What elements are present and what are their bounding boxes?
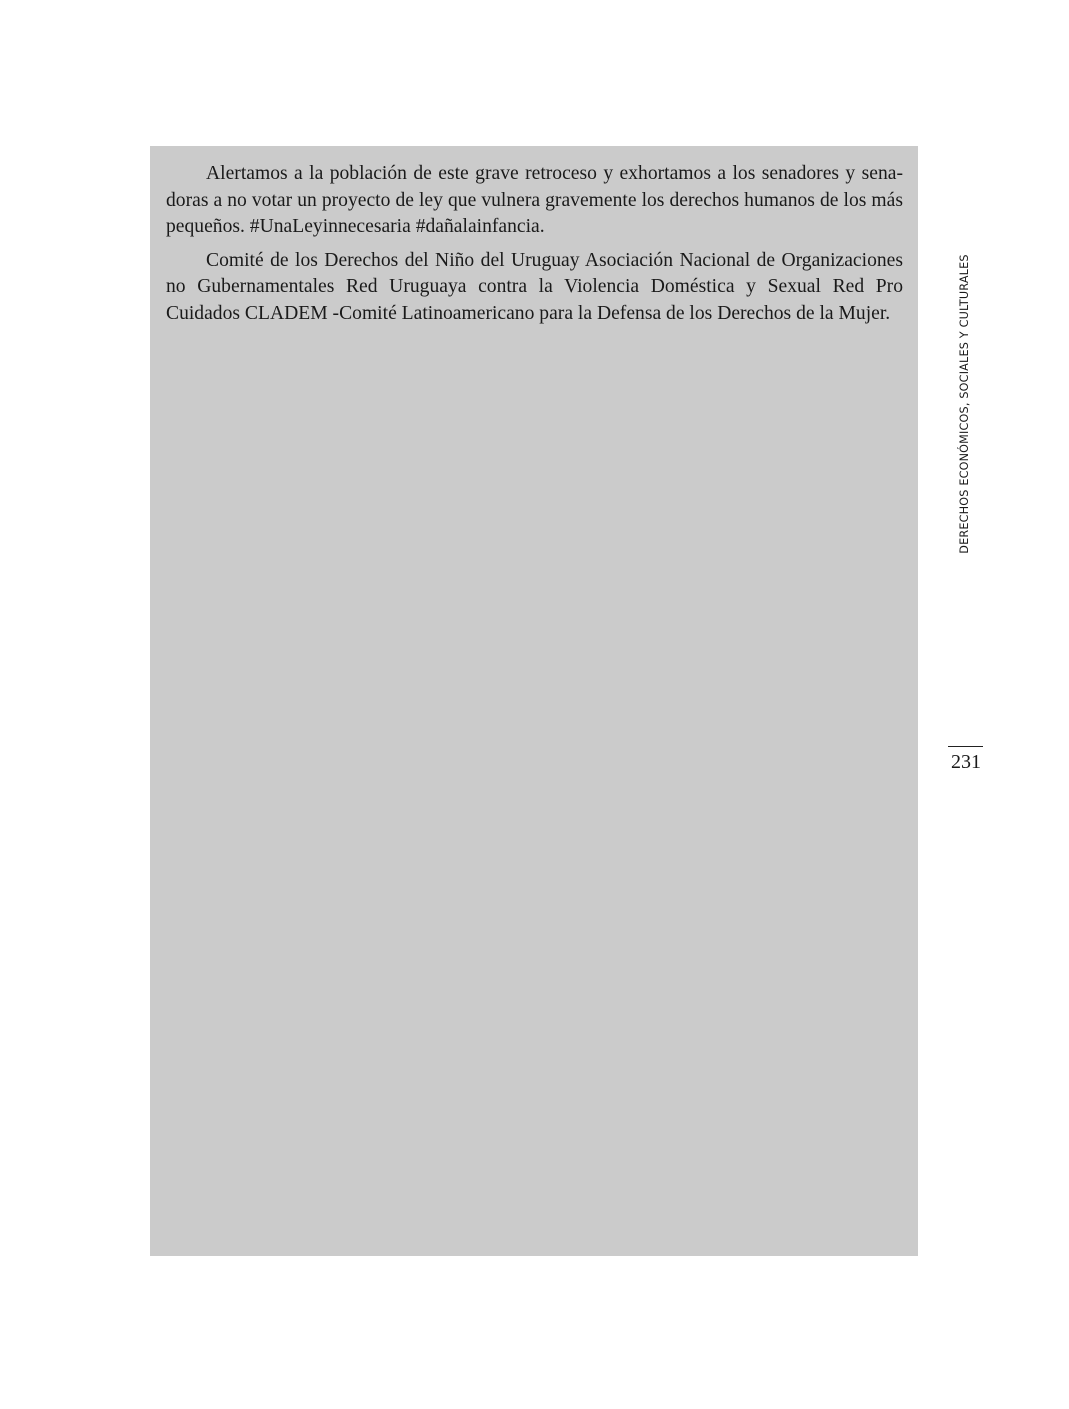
page-number: 231 [951, 751, 981, 773]
body-text [166, 161, 903, 334]
paragraph-alert: Alertamos a la población de este grave retroceso y exhortamos a los senadores y senadoras a no votar un proyecto de ley que vulnera gravemente los derechos humanos de los más pequeños. #UnaLeyinnecesaria #dañalainfancia. [166, 163, 903, 237]
page-number-rule [948, 746, 983, 747]
running-head-vertical: DERECHOS ECONÓMICOS, SOCIALES Y CULTURALES [958, 254, 971, 554]
paragraph-signatories: Comité de los Derechos del Niño del Uruguay Asociación Nacional de Organizaciones no Gubernamentales Red Uruguaya contra la Violencia Doméstica y Sexual Red Pro Cuidados CLADEM -Comité Latinoamericano para la Defensa de los Derechos de la Mujer. [166, 249, 903, 324]
